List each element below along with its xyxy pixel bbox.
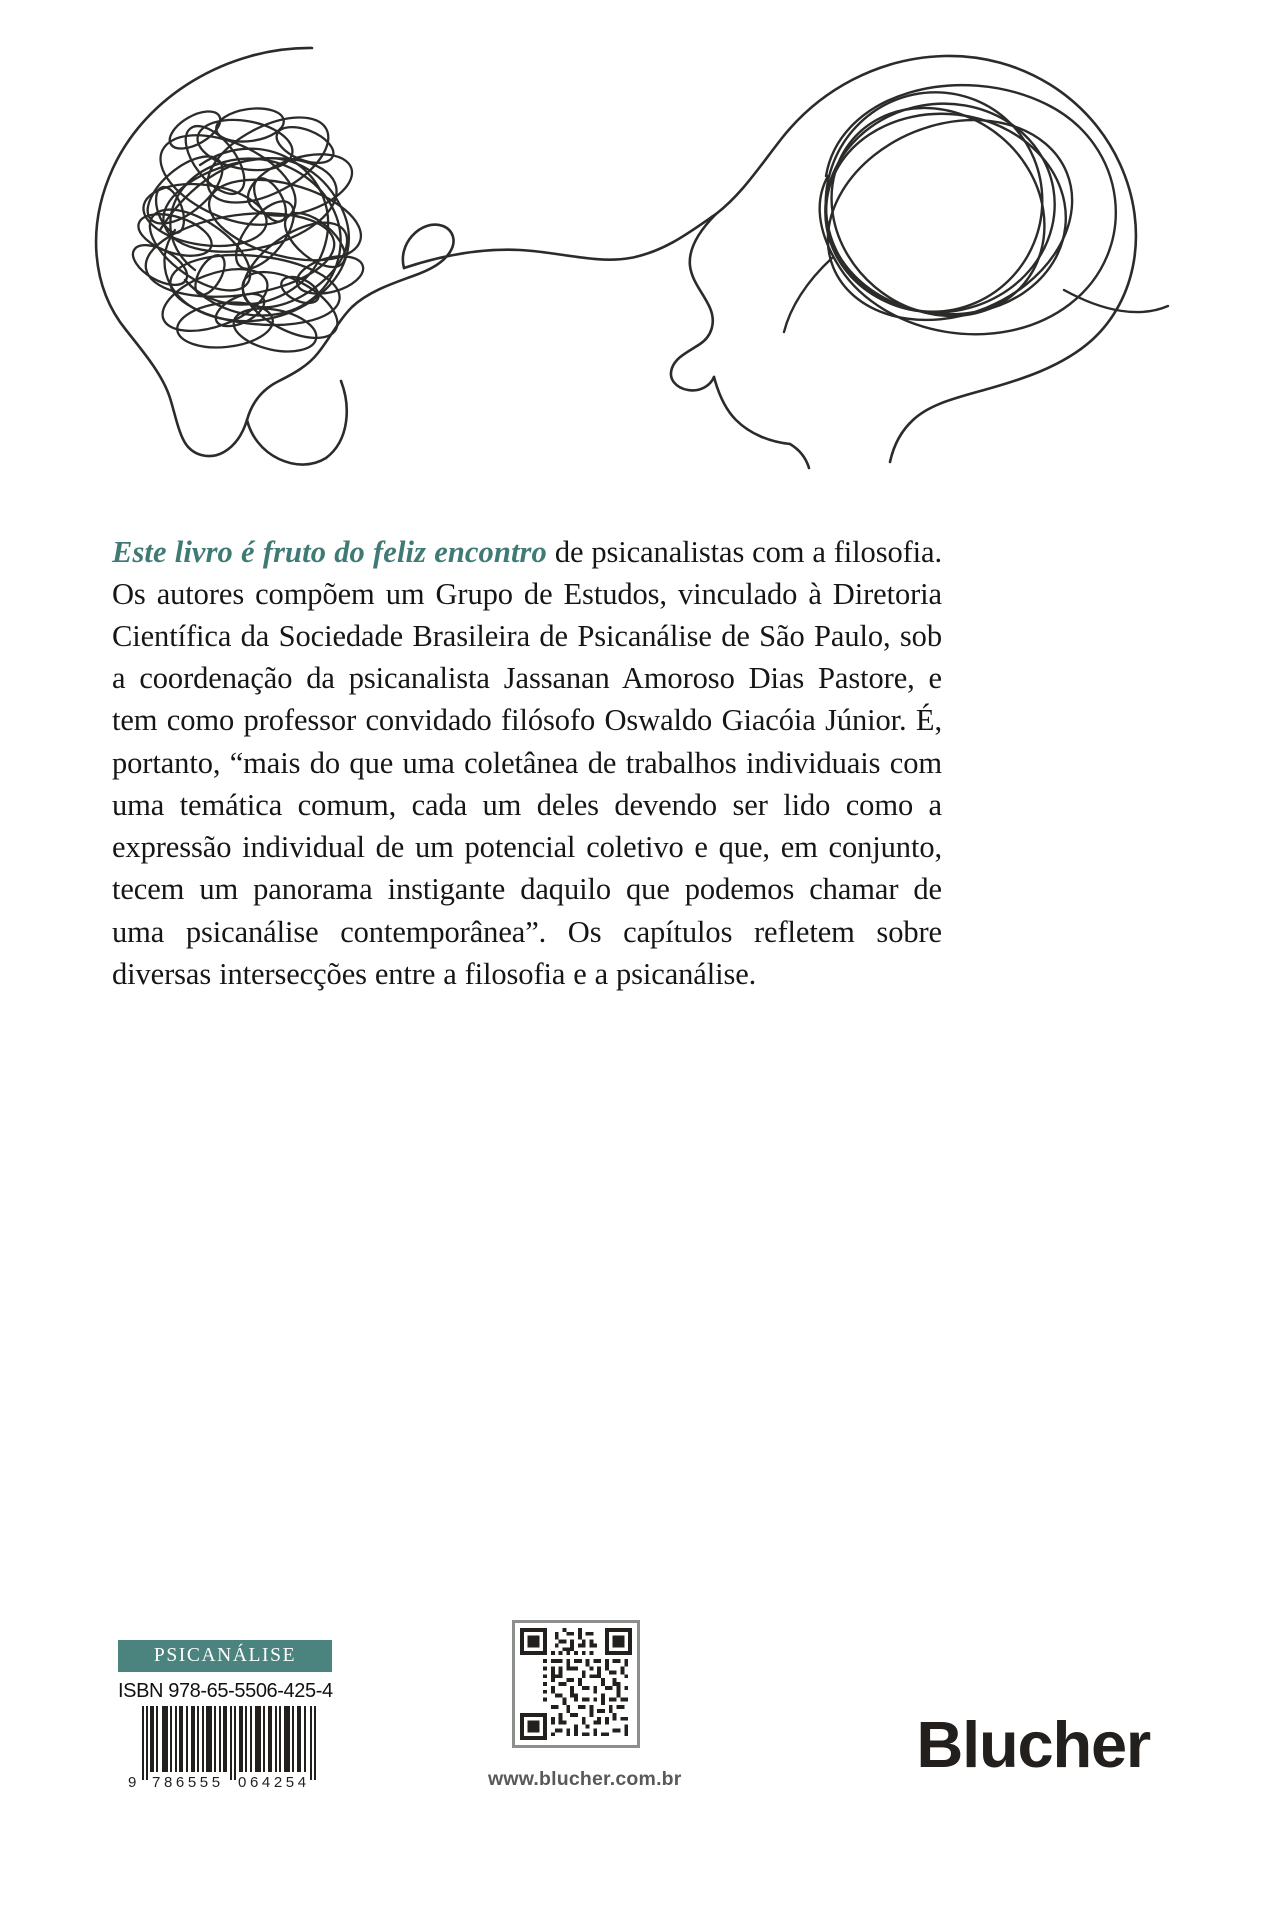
qr-website-block (488, 1620, 682, 1790)
ean13-barcode (118, 1706, 332, 1788)
svg-text:064254: 064254 (238, 1774, 310, 1788)
cover-footer (0, 1580, 1275, 1920)
isbn-barcode-block (118, 1640, 332, 1789)
connecting-line (404, 214, 716, 268)
publisher-logo: Blucher (916, 1708, 1150, 1781)
qr-code-icon[interactable] (512, 1620, 640, 1748)
svg-text:786555: 786555 (152, 1774, 224, 1788)
svg-text:9: 9 (128, 1774, 137, 1788)
isbn-number: ISBN 978-65-5506-425-4 (118, 1680, 333, 1702)
blurb-body: de psicanalistas com a filosofia. Os autores compõem um Grupo de Estudos, vinculado à Diretoria Científica da Sociedade Brasileira de Psicanálise de São Paulo, sob a coordenação da psicanalista Jassanan Amoroso Dias Pastore, e tem como professor convidado filósofo Oswaldo Giacóia Júnior. É, portanto, “mais do que uma coletânea de trabalhos individuais com uma temática comum, cada um deles devendo ser lido como a expressão individual de um potencial coletivo e que, em conjunto, tecem um panorama instigante daquilo que podemos chamar de uma psicanálise contemporânea”. Os capítulos refletem sobre diversas intersecções entre a filosofia e a psicanálise. (112, 534, 943, 991)
blurb-paragraph (112, 531, 942, 996)
tangled-scribble-left (127, 100, 370, 358)
clear-loops-right (784, 60, 1168, 360)
series-banner: PSICANÁLISE (118, 1640, 332, 1673)
head-profiles-illustration (0, 0, 1275, 480)
right-head-outline (671, 56, 1136, 468)
blurb-lead: Este livro é fruto do feliz encontro (112, 534, 547, 569)
website-url[interactable]: www.blucher.com.br (488, 1767, 682, 1790)
